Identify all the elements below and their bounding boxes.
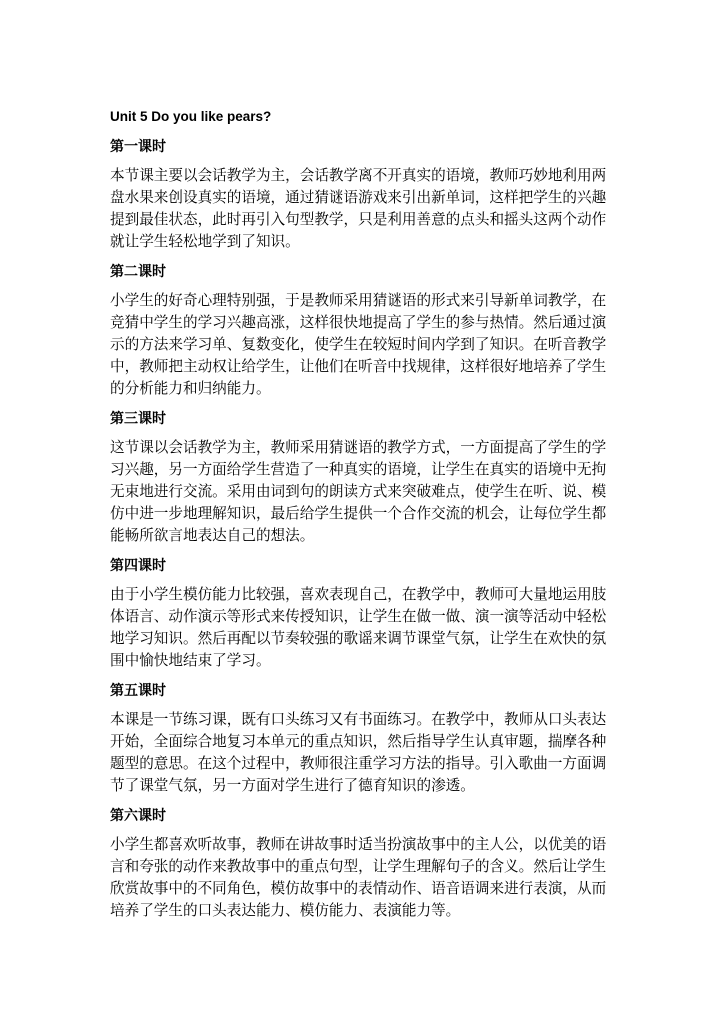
document-title: Unit 5 Do you like pears?	[110, 109, 272, 124]
paragraph-line: 习兴趣，另一方面给学生营造了一种真实的语境，让学生在真实的语境中无拘	[110, 461, 607, 478]
section-heading: 第四课时	[110, 558, 166, 574]
paragraph-line: 无束地进行交流。采用由词到句的朗读方式来突破难点，使学生在听、说、模	[110, 483, 607, 500]
paragraph-line: 本课是一节练习课，既有口头练习又有书面练习。在教学中，教师从口头表达	[110, 711, 607, 728]
paragraph-line: 小学生都喜欢听故事，教师在讲故事时适当扮演故事中的主人公，以优美的语	[110, 836, 607, 853]
section-paragraph	[110, 584, 620, 672]
paragraph-line: 小学生的好奇心理特别强，于是教师采用猜谜语的形式来引导新单词教学，在	[110, 292, 607, 309]
paragraph-line: 示的方法来学习单、复数变化，使学生在较短时间内学到了知识。在听音教学	[110, 336, 607, 353]
section-paragraph	[110, 709, 620, 797]
document-sections	[110, 136, 620, 922]
paragraph-line: 题型的意思。在这个过程中，教师很注重学习方法的指导。引入歌曲一方面调	[110, 755, 607, 772]
paragraph-line: 体语言、动作演示等形式来传授知识，让学生在做一做、演一演等活动中轻松	[110, 608, 607, 625]
paragraph-line: 开始，全面综合地复习本单元的重点知识，然后指导学生认真审题，揣摩各种	[110, 733, 607, 750]
paragraph-line: 的分析能力和归纳能力。	[110, 380, 271, 397]
paragraph-line: 仿中进一步地理解知识，最后给学生提供一个合作交流的机会，让每位学生都	[110, 505, 607, 522]
section-heading: 第六课时	[110, 808, 166, 824]
section-paragraph	[110, 290, 620, 400]
paragraph-line: 欣赏故事中的不同角色，模仿故事中的表情动作、语音语调来进行表演，从而	[110, 880, 607, 897]
section-paragraph	[110, 834, 620, 922]
paragraph-line: 由于小学生模仿能力比较强，喜欢表现自己，在教学中，教师可大量地运用肢	[110, 586, 607, 603]
document-page	[110, 106, 620, 930]
paragraph-line: 本节课主要以会话教学为主，会话教学离不开真实的语境，教师巧妙地利用两	[110, 167, 607, 184]
paragraph-line: 竞猜中学生的学习兴趣高涨，这样很快地提高了学生的参与热情。然后通过演	[110, 314, 607, 331]
section-paragraph	[110, 437, 620, 547]
paragraph-line: 地学习知识。然后再配以节奏较强的歌谣来调节课堂气氛，让学生在欢快的氛	[110, 630, 607, 647]
paragraph-line: 言和夸张的动作来教故事中的重点句型，让学生理解句子的含义。然后让学生	[110, 858, 607, 875]
paragraph-line: 提到最佳状态，此时再引入句型教学，只是利用善意的点头和摇头这两个动作	[110, 211, 607, 228]
section-heading: 第一课时	[110, 139, 166, 155]
section-paragraph	[110, 165, 620, 253]
paragraph-line: 培养了学生的口头表达能力、模仿能力、表演能力等。	[110, 902, 461, 919]
section-heading: 第二课时	[110, 264, 166, 280]
paragraph-line: 这节课以会话教学为主，教师采用猜谜语的教学方式，一方面提高了学生的学	[110, 439, 607, 456]
section-heading: 第五课时	[110, 683, 166, 699]
paragraph-line: 盘水果来创设真实的语境，通过猜谜语游戏来引出新单词，这样把学生的兴趣	[110, 189, 607, 206]
section-heading: 第三课时	[110, 411, 166, 427]
paragraph-line: 中，教师把主动权让给学生，让他们在听音中找规律，这样很好地培养了学生	[110, 358, 607, 375]
paragraph-line: 节了课堂气氛，另一方面对学生进行了德育知识的渗透。	[110, 777, 475, 794]
paragraph-line: 围中愉快地结束了学习。	[110, 652, 271, 669]
paragraph-line: 就让学生轻松地学到了知识。	[110, 233, 300, 250]
paragraph-line: 能畅所欲言地表达自己的想法。	[110, 527, 315, 544]
